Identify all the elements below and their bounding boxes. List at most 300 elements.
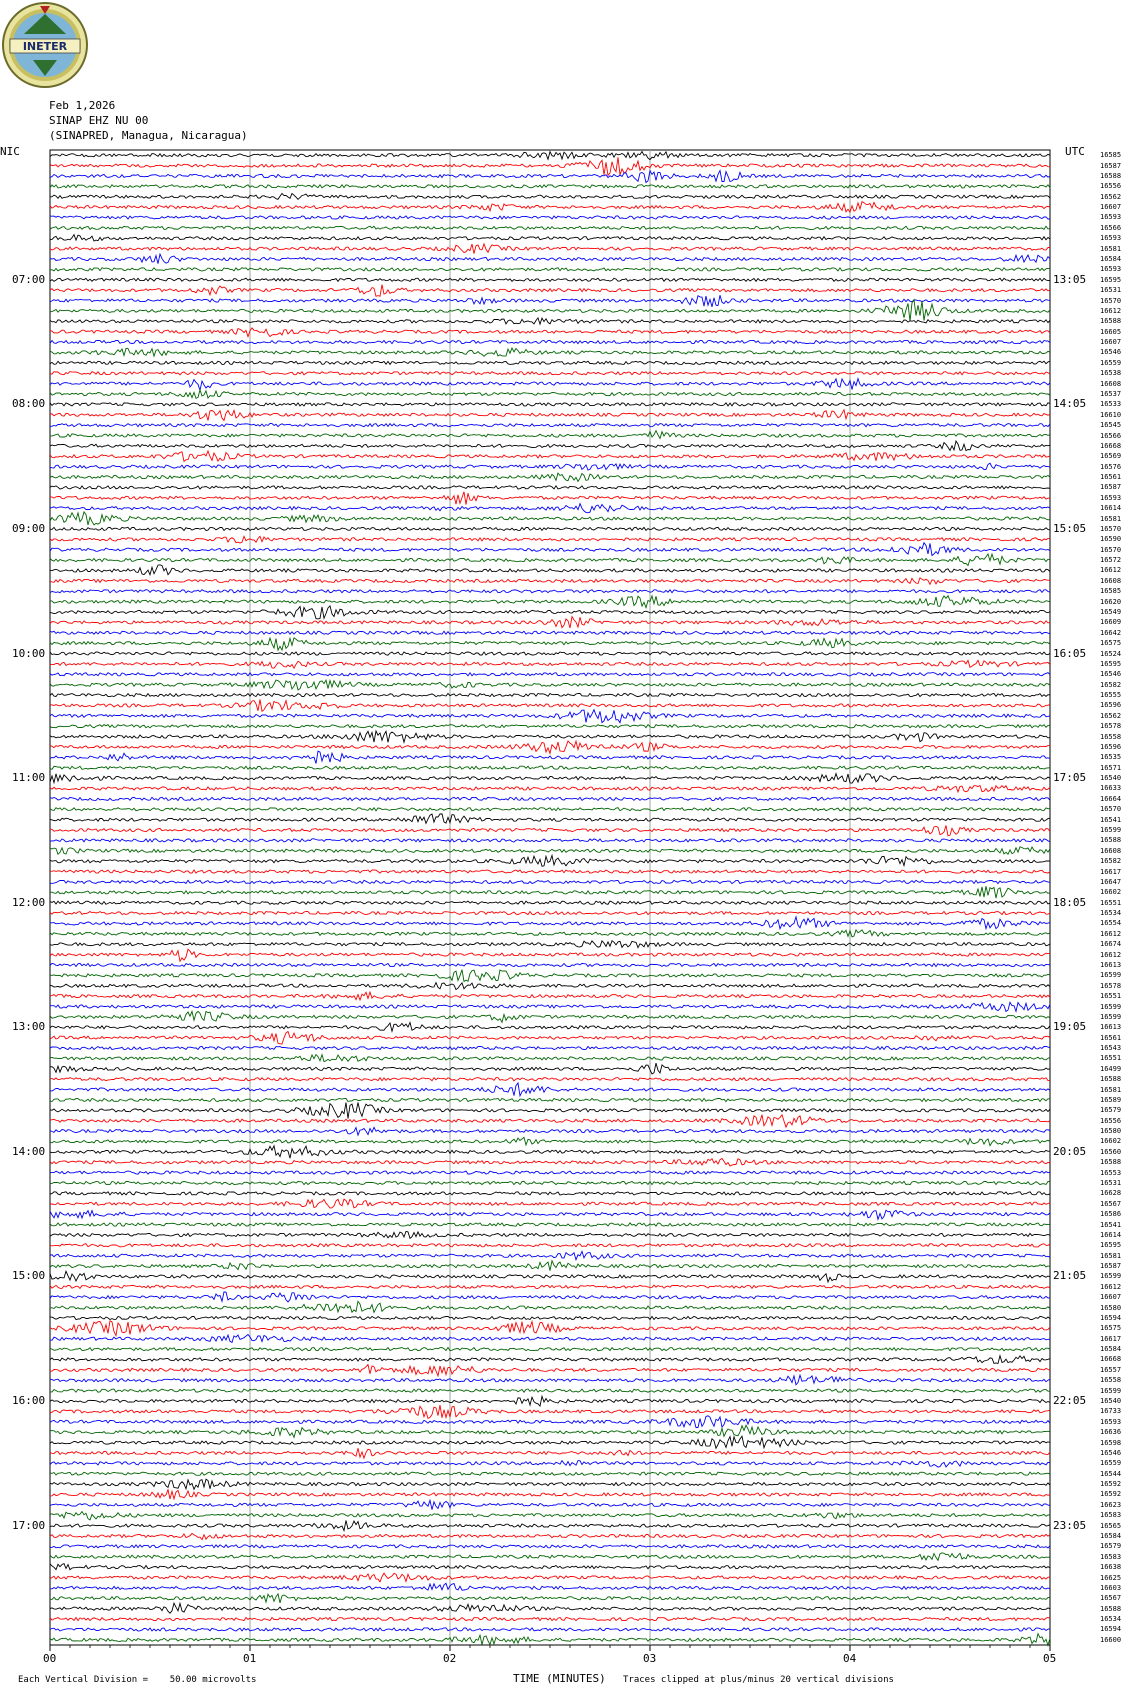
seismic-trace [50, 410, 1050, 421]
seismic-trace [50, 814, 1050, 824]
seismic-trace [50, 631, 1050, 634]
seismic-trace [50, 901, 1050, 904]
trace-count-label: 16524 [1100, 649, 1122, 658]
trace-count-label: 16546 [1100, 1448, 1122, 1457]
trace-count-label: 16600 [1100, 1635, 1122, 1644]
nic-hour-label: 11:00 [12, 771, 46, 785]
seismic-trace [50, 152, 1050, 160]
seismic-trace [50, 886, 1050, 898]
seismic-trace [50, 1594, 1050, 1603]
trace-count-label: 16628 [1100, 1189, 1122, 1198]
trace-count-label: 16589 [1100, 1095, 1122, 1104]
trace-count-label: 16593 [1100, 1417, 1122, 1426]
seismic-trace [50, 606, 1050, 619]
utc-hour-label: 13:05 [1053, 272, 1087, 286]
trace-count-label: 16533 [1100, 400, 1122, 409]
trace-count-label: 16581 [1100, 244, 1122, 253]
trace-count-label: 16561 [1100, 473, 1122, 482]
utc-hour-label: 20:05 [1053, 1144, 1087, 1158]
utc-hour-label: 23:05 [1053, 1518, 1087, 1532]
trace-count-label: 16541 [1100, 815, 1122, 824]
seismic-trace [50, 1046, 1050, 1049]
right-timezone-label: UTC [1065, 145, 1085, 158]
trace-count-label: 16562 [1100, 711, 1122, 720]
trace-count-label: 16607 [1100, 338, 1122, 347]
trace-count-label: 16608 [1100, 576, 1122, 585]
seismic-trace [50, 731, 1050, 742]
seismic-trace [50, 1564, 1050, 1570]
trace-count-label: 16554 [1100, 919, 1122, 928]
trace-count-label: 16575 [1100, 1324, 1122, 1333]
trace-count-label: 16558 [1100, 732, 1122, 741]
seismic-trace [50, 1127, 1050, 1135]
trace-count-label: 16540 [1100, 1397, 1122, 1406]
trace-count-label: 16599 [1100, 1012, 1122, 1021]
seismic-trace [50, 1545, 1050, 1548]
trace-count-label: 16534 [1100, 909, 1122, 918]
x-tick-label: 05 [1043, 1652, 1057, 1665]
seismic-trace [50, 797, 1050, 800]
seismic-trace [50, 1448, 1050, 1458]
network-label: (SINAPRED, Managua, Nicaragua) [49, 129, 248, 142]
trace-count-label: 16543 [1100, 1044, 1122, 1053]
trace-count-label: 16562 [1100, 192, 1122, 201]
trace-count-label: 16584 [1100, 1345, 1122, 1354]
seismic-trace [50, 1405, 1050, 1418]
seismic-trace [50, 1479, 1050, 1489]
seismic-trace [50, 1210, 1050, 1219]
seismic-trace [50, 786, 1050, 792]
seismic-trace [50, 1181, 1050, 1184]
trace-count-label: 16585 [1100, 151, 1122, 160]
seismic-trace [50, 1396, 1050, 1406]
trace-count-label: 16556 [1100, 182, 1122, 191]
seismic-trace [50, 880, 1050, 883]
seismic-trace [50, 766, 1050, 769]
seismic-trace [50, 652, 1050, 655]
x-tick-label: 03 [643, 1652, 657, 1665]
trace-count-label: 16551 [1100, 1054, 1122, 1063]
trace-count-label: 16617 [1100, 1334, 1122, 1343]
clip-note: Traces clipped at plus/minus 20 vertical divisions [623, 1675, 894, 1685]
seismic-trace [50, 431, 1050, 439]
seismic-trace [50, 839, 1050, 842]
trace-count-label: 16617 [1100, 867, 1122, 876]
seismic-trace [50, 992, 1050, 1000]
seismic-trace [50, 1251, 1050, 1259]
seismic-trace [50, 441, 1050, 451]
seismic-trace [50, 361, 1050, 364]
seismic-trace [50, 638, 1050, 650]
trace-count-label: 16588 [1100, 1604, 1122, 1613]
seismic-trace [50, 1083, 1050, 1096]
trace-count-label: 16599 [1100, 1002, 1122, 1011]
utc-hour-label: 22:05 [1053, 1394, 1087, 1408]
trace-count-label: 16546 [1100, 670, 1122, 679]
seismic-trace [50, 1261, 1050, 1271]
seismic-trace [50, 1098, 1050, 1101]
seismic-trace [50, 855, 1050, 866]
utc-hour-label: 17:05 [1053, 771, 1087, 785]
seismic-trace [50, 1231, 1050, 1238]
trace-count-label: 16537 [1100, 389, 1122, 398]
trace-count-label: 16599 [1100, 1272, 1122, 1281]
trace-count-label: 16580 [1100, 1127, 1122, 1136]
x-tick-label: 02 [443, 1652, 457, 1665]
trace-count-label: 16566 [1100, 223, 1122, 232]
trace-count-label: 16578 [1100, 981, 1122, 990]
seismic-trace [50, 1063, 1050, 1074]
trace-count-label: 16599 [1100, 971, 1122, 980]
seismic-trace [50, 847, 1050, 854]
trace-count-label: 16599 [1100, 826, 1122, 835]
seismic-trace [50, 1292, 1050, 1302]
seismic-trace [50, 1512, 1050, 1520]
seismic-trace [50, 917, 1050, 929]
seismic-trace [50, 486, 1050, 489]
seismic-trace [50, 699, 1050, 711]
seismic-trace [50, 372, 1050, 375]
seismic-trace [50, 185, 1050, 188]
trace-count-label: 16534 [1100, 1615, 1122, 1624]
trace-count-label: 16578 [1100, 722, 1122, 731]
seismic-trace [50, 235, 1050, 241]
seismic-trace [50, 565, 1050, 575]
seismic-trace [50, 226, 1050, 229]
seismic-trace [50, 1573, 1050, 1582]
trace-count-label: 16668 [1100, 1355, 1122, 1364]
seismic-trace [50, 1603, 1050, 1613]
seismic-trace [50, 348, 1050, 356]
trace-count-label: 16557 [1100, 1365, 1122, 1374]
seismic-trace [50, 725, 1050, 728]
trace-count-label: 16584 [1100, 1531, 1122, 1540]
seismic-trace [50, 590, 1050, 593]
seismic-trace [50, 1223, 1050, 1226]
seismic-trace [50, 774, 1050, 784]
trace-count-label: 16614 [1100, 1230, 1122, 1239]
x-tick-label: 04 [843, 1652, 857, 1665]
trace-count-label: 16531 [1100, 286, 1122, 295]
seismic-trace [50, 578, 1050, 585]
seismic-trace [50, 1436, 1050, 1448]
seismic-trace [50, 1617, 1050, 1620]
utc-hour-label: 19:05 [1053, 1020, 1087, 1034]
trace-count-label: 16570 [1100, 296, 1122, 305]
trace-count-label: 16590 [1100, 535, 1122, 544]
trace-count-label: 16581 [1100, 514, 1122, 523]
trace-count-label: 16596 [1100, 701, 1122, 710]
utc-hour-label: 18:05 [1053, 895, 1087, 909]
seismic-trace [50, 1032, 1050, 1045]
trace-count-label: 16570 [1100, 545, 1122, 554]
seismic-trace [50, 660, 1050, 668]
trace-count-label: 16612 [1100, 950, 1122, 959]
trace-count-label: 16598 [1100, 1438, 1122, 1447]
seismic-trace [50, 710, 1050, 723]
seismic-trace [50, 1553, 1050, 1561]
trace-count-label: 16607 [1100, 203, 1122, 212]
seismic-trace [50, 1146, 1050, 1158]
seismic-trace [50, 527, 1050, 530]
x-axis-title: TIME (MINUTES) [513, 1672, 606, 1685]
seismic-trace [50, 492, 1050, 505]
seismic-trace [50, 244, 1050, 254]
seismic-trace [50, 300, 1050, 322]
seismic-trace [50, 1356, 1050, 1364]
seismic-trace [50, 268, 1050, 271]
trace-count-label: 16559 [1100, 1459, 1122, 1468]
trace-count-label: 16579 [1100, 1106, 1122, 1115]
seismic-trace [50, 1244, 1050, 1247]
seismic-trace [50, 1628, 1050, 1631]
trace-count-label: 16535 [1100, 753, 1122, 762]
trace-count-label: 16551 [1100, 898, 1122, 907]
trace-count-label: 16576 [1100, 462, 1122, 471]
seismic-trace [50, 1321, 1050, 1336]
trace-count-label: 16638 [1100, 1563, 1122, 1572]
seismic-trace [50, 473, 1050, 481]
seismic-trace [50, 1055, 1050, 1062]
trace-count-label: 16612 [1100, 1282, 1122, 1291]
station-label: SINAP EHZ NU 00 [49, 114, 149, 127]
seismic-trace [50, 202, 1050, 212]
utc-hour-label: 16:05 [1053, 646, 1087, 660]
seismic-trace [50, 963, 1050, 966]
seismic-trace [50, 543, 1050, 556]
seismic-trace [50, 1389, 1050, 1392]
seismic-trace [50, 295, 1050, 307]
seismic-trace [50, 254, 1050, 264]
trace-count-label: 16555 [1100, 691, 1122, 700]
seismic-trace [50, 403, 1050, 406]
seismic-trace [50, 596, 1050, 608]
trace-count-label: 16585 [1100, 587, 1122, 596]
seismic-trace [50, 1271, 1050, 1282]
seismic-trace [50, 463, 1050, 470]
nic-hour-label: 16:00 [12, 1394, 46, 1408]
trace-count-label: 16586 [1100, 1210, 1122, 1219]
scale-note: Each Vertical Division = 50.00 microvolts [18, 1675, 257, 1685]
nic-hour-label: 08:00 [12, 397, 46, 411]
trace-count-label: 16647 [1100, 877, 1122, 886]
seismic-trace [50, 278, 1050, 281]
trace-count-label: 16588 [1100, 317, 1122, 326]
trace-count-label: 16608 [1100, 379, 1122, 388]
trace-count-label: 16733 [1100, 1407, 1122, 1416]
trace-count-label: 16625 [1100, 1573, 1122, 1582]
seismic-trace [50, 1335, 1050, 1343]
trace-count-label: 16551 [1100, 992, 1122, 1001]
seismic-trace [50, 1365, 1050, 1376]
trace-count-label: 16595 [1100, 275, 1122, 284]
seismic-trace [50, 1199, 1050, 1208]
trace-count-label: 16545 [1100, 421, 1122, 430]
trace-count-label: 16549 [1100, 607, 1122, 616]
seismic-trace [50, 1103, 1050, 1119]
seismic-trace [50, 694, 1050, 697]
trace-count-label: 16587 [1100, 483, 1122, 492]
trace-count-label: 16544 [1100, 1469, 1122, 1478]
trace-count-label: 16556 [1100, 1116, 1122, 1125]
seismic-trace [50, 1490, 1050, 1499]
trace-count-label: 16608 [1100, 846, 1122, 855]
seismic-trace [50, 1011, 1050, 1022]
trace-count-label: 16587 [1100, 1262, 1122, 1271]
seismic-trace [50, 1137, 1050, 1145]
seismic-trace [50, 1634, 1050, 1646]
trace-count-label: 16546 [1100, 348, 1122, 357]
seismic-trace [50, 1002, 1050, 1011]
seismic-trace [50, 536, 1050, 543]
trace-count-label: 16531 [1100, 1179, 1122, 1187]
trace-count-label: 16582 [1100, 857, 1122, 866]
seismic-trace [50, 285, 1050, 297]
trace-count-label: 16588 [1100, 1158, 1122, 1167]
seismic-trace [50, 1023, 1050, 1032]
trace-count-label: 16642 [1100, 628, 1122, 637]
nic-hour-label: 12:00 [12, 895, 46, 909]
seismic-trace [50, 171, 1050, 183]
seismic-trace [50, 328, 1050, 337]
seismic-trace [50, 1316, 1050, 1319]
trace-count-label: 16566 [1100, 431, 1122, 440]
seismic-trace [50, 1078, 1050, 1081]
seismic-trace [50, 808, 1050, 811]
trace-count-label: 16610 [1100, 410, 1122, 419]
nic-hour-label: 07:00 [12, 272, 46, 286]
trace-count-label: 16569 [1100, 452, 1122, 461]
x-tick-label: 00 [43, 1652, 57, 1665]
trace-count-label: 16593 [1100, 234, 1122, 243]
trace-count-label: 16592 [1100, 1490, 1122, 1499]
seismic-trace [50, 1521, 1050, 1531]
trace-count-label: 16602 [1100, 888, 1122, 897]
trace-count-label: 16595 [1100, 1241, 1122, 1250]
seismic-trace [50, 825, 1050, 835]
trace-count-label: 16587 [1100, 161, 1122, 170]
seismic-trace [50, 451, 1050, 461]
trace-count-label: 16579 [1100, 1542, 1122, 1551]
trace-count-label: 16593 [1100, 265, 1122, 274]
trace-count-label: 16603 [1100, 1583, 1122, 1592]
trace-count-label: 16567 [1100, 1594, 1122, 1603]
date-label: Feb 1,2026 [49, 99, 116, 112]
trace-count-label: 16565 [1100, 1521, 1122, 1530]
trace-count-label: 16561 [1100, 1033, 1122, 1042]
seismic-trace [50, 983, 1050, 990]
seismic-trace [50, 1533, 1050, 1539]
nic-hour-label: 17:00 [12, 1518, 46, 1532]
seismic-trace [50, 193, 1050, 199]
trace-count-label: 16609 [1100, 618, 1122, 627]
trace-count-label: 16583 [1100, 1552, 1122, 1561]
trace-count-label: 16592 [1100, 1480, 1122, 1489]
seismic-trace [50, 1375, 1050, 1385]
seismic-trace [50, 1583, 1050, 1590]
seismic-trace [50, 673, 1050, 676]
trace-count-label: 16553 [1100, 1168, 1122, 1177]
trace-count-label: 16599 [1100, 1386, 1122, 1395]
seismic-trace [50, 970, 1050, 982]
seismic-trace [50, 157, 1050, 175]
utc-hour-label: 14:05 [1053, 397, 1087, 411]
x-tick-label: 01 [243, 1652, 257, 1665]
seismic-trace [50, 390, 1050, 399]
trace-count-label: 16575 [1100, 639, 1122, 648]
trace-count-label: 16612 [1100, 566, 1122, 575]
seismic-trace [50, 424, 1050, 427]
trace-count-label: 16541 [1100, 1220, 1122, 1229]
trace-count-label: 16588 [1100, 171, 1122, 180]
seismic-trace [50, 1301, 1050, 1312]
seismic-trace [50, 949, 1050, 961]
seismic-trace [50, 1192, 1050, 1195]
nic-hour-label: 15:00 [12, 1269, 46, 1283]
logo-text: INETER [22, 40, 68, 53]
nic-hour-label: 10:00 [12, 646, 46, 660]
seismic-trace [50, 1472, 1050, 1475]
seismic-trace [50, 318, 1050, 324]
seismic-trace [50, 1348, 1050, 1351]
seismic-trace [50, 1500, 1050, 1509]
trace-count-label: 16538 [1100, 369, 1122, 378]
utc-hour-label: 21:05 [1053, 1269, 1087, 1283]
seismic-trace [50, 741, 1050, 753]
nic-hour-label: 14:00 [12, 1144, 46, 1158]
seismic-trace [50, 680, 1050, 690]
trace-count-label: 16499 [1100, 1064, 1122, 1073]
utc-hour-label: 15:05 [1053, 521, 1087, 535]
trace-count-label: 16560 [1100, 1147, 1122, 1156]
seismic-trace [50, 1159, 1050, 1167]
seismic-trace [50, 216, 1050, 219]
trace-count-label: 16620 [1100, 597, 1122, 606]
trace-count-label: 16664 [1100, 794, 1122, 803]
trace-count-label: 16612 [1100, 306, 1122, 315]
trace-count-label: 16594 [1100, 1313, 1122, 1322]
trace-count-label: 16588 [1100, 1075, 1122, 1084]
trace-count-label: 16540 [1100, 774, 1122, 783]
trace-count-label: 16674 [1100, 940, 1122, 949]
trace-count-label: 16581 [1100, 1085, 1122, 1094]
trace-count-label: 16559 [1100, 358, 1122, 367]
seismic-trace [50, 1425, 1050, 1437]
trace-count-label: 16668 [1100, 441, 1122, 450]
trace-count-label: 16596 [1100, 742, 1122, 751]
trace-count-label: 16567 [1100, 1199, 1122, 1208]
seismic-trace [50, 512, 1050, 525]
trace-count-label: 16571 [1100, 763, 1122, 772]
seismic-trace [50, 941, 1050, 948]
trace-count-label: 16636 [1100, 1428, 1122, 1437]
seismic-trace [50, 554, 1050, 566]
nic-hour-label: 09:00 [12, 521, 46, 535]
trace-count-label: 16580 [1100, 1303, 1122, 1312]
trace-count-label: 16613 [1100, 1023, 1122, 1032]
seismic-trace [50, 912, 1050, 915]
trace-count-label: 16581 [1100, 1251, 1122, 1260]
trace-count-label: 16623 [1100, 1500, 1122, 1509]
trace-count-label: 16602 [1100, 1137, 1122, 1146]
seismic-trace [50, 617, 1050, 628]
seismic-trace [50, 1285, 1050, 1288]
trace-count-label: 16570 [1100, 805, 1122, 814]
seismic-trace [50, 1416, 1050, 1428]
seismic-trace [50, 1171, 1050, 1174]
trace-count-label: 16584 [1100, 255, 1122, 263]
trace-count-label: 16614 [1100, 504, 1122, 513]
